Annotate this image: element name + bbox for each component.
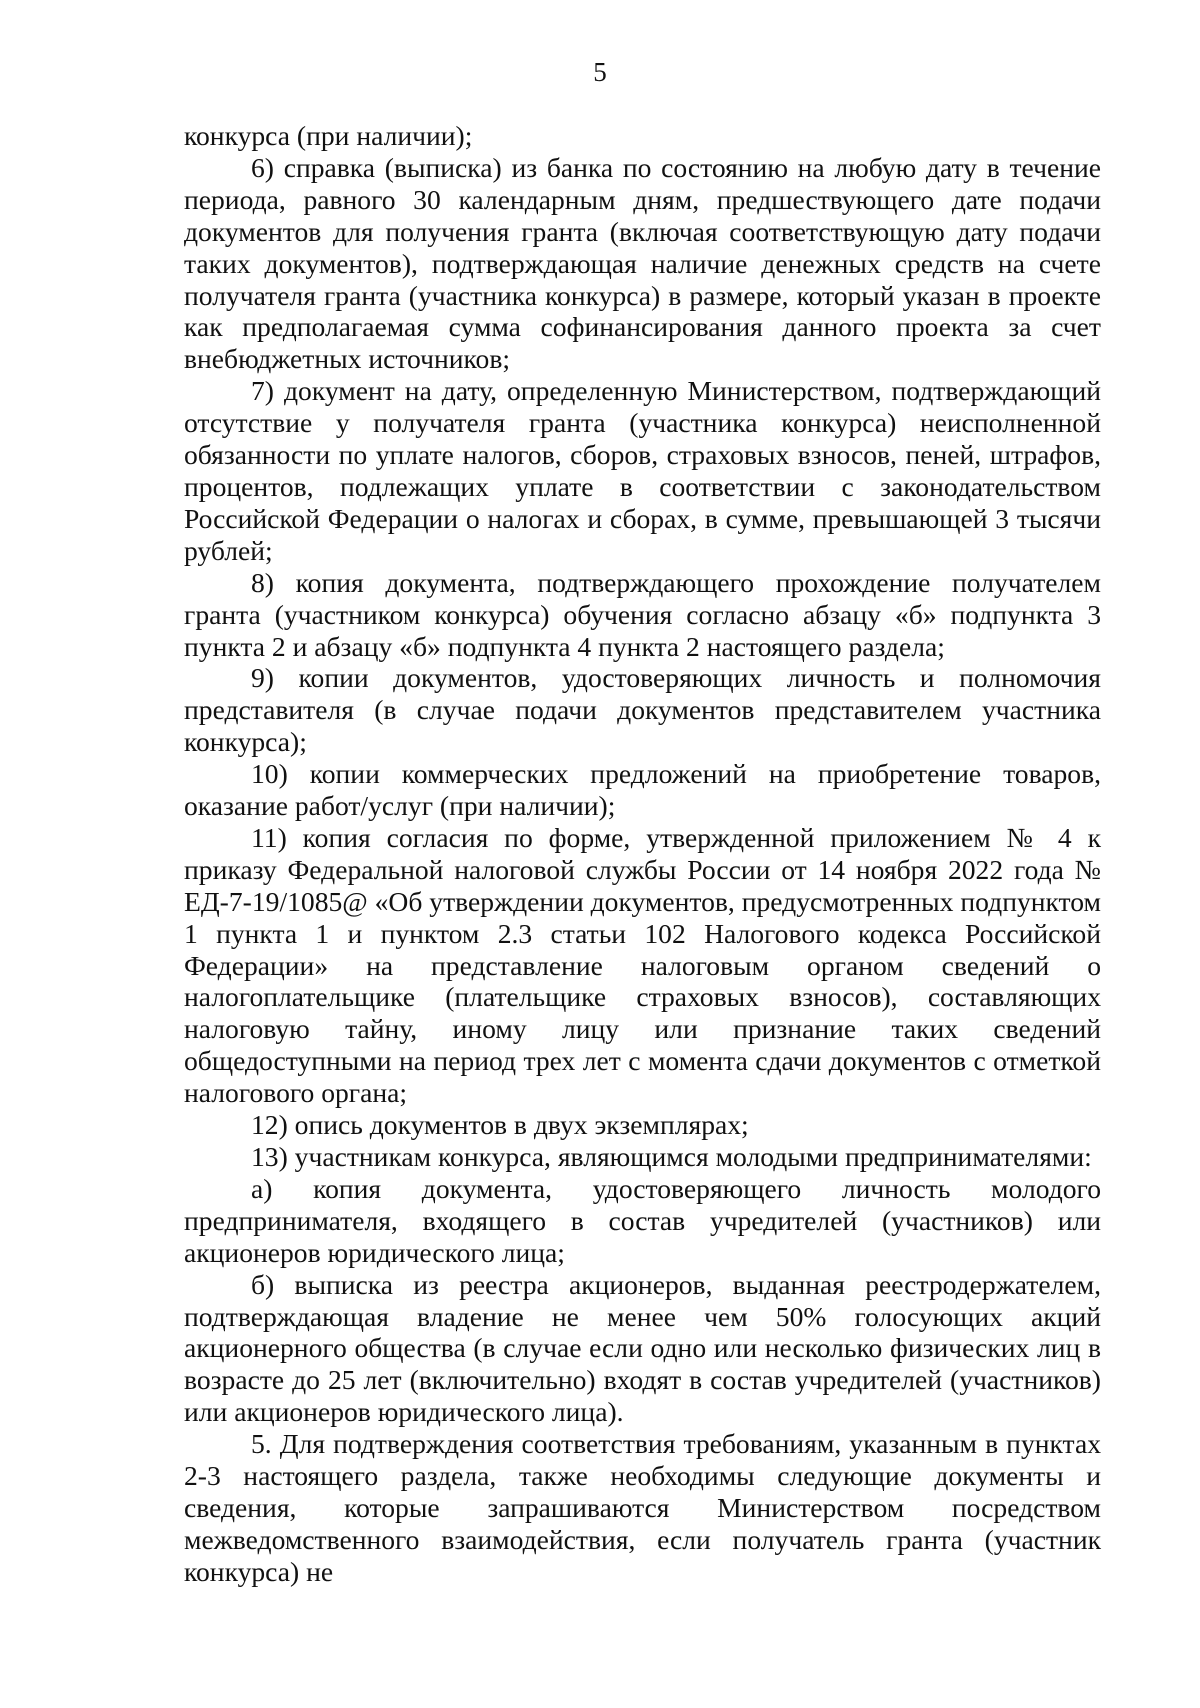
paragraph-item-13: 13) участникам конкурса, являющимся молодыми предпринимателями:: [251, 1141, 1092, 1172]
paragraph-item-6: 6) справка (выписка) из банка по состоянию на любую дату в течение периода, равного 30 календарным дням, предшествующего дате подачи документов для получения гранта (включая соответствующую дату подачи таких документов), подтверждающая наличие денежных средств на счете получателя гранта (участника конкурса) в размере, который указан в проекте как предполагаемая сумма софинансирования данного проекта за счет внебюджетных источников;: [184, 151, 1101, 375]
paragraph-item-9: 9) копии документов, удостоверяющих личность и полномочия представителя (в случае подачи документов представителем участника конкурса);: [184, 662, 1101, 758]
document-body: [184, 120, 1101, 1588]
page-number: 5: [593, 57, 607, 87]
paragraph-continuation: конкурса (при наличии);: [184, 120, 473, 151]
paragraph-item-11: 11) копия согласия по форме, утвержденной приложением № 4 к приказу Федеральной налоговой службы России от 14 ноября 2022 года № ЕД-7-19/1085@ «Об утверждении документов, предусмотренных подпунктом 1 пункта 1 и пунктом 2.3 статьи 102 Налогового кодекса Российской Федерации» на представление налоговым органом сведений о налогоплательщике (плательщике страховых взносов), составляющих налоговую тайну, иному лицу или признание таких сведений общедоступными на период трех лет с момента сдачи документов с отметкой налогового органа;: [184, 821, 1101, 1109]
paragraph-item-8: 8) копия документа, подтверждающего прохождение получателем гранта (участником конкурса) обучения согласно абзацу «б» подпункта 3 пункта 2 и абзацу «б» подпункта 4 пункта 2 настоящего раздела;: [184, 566, 1101, 662]
paragraph-item-7: 7) документ на дату, определенную Министерством, подтверждающий отсутствие у получателя гранта (участника конкурса) неисполненной обязанности по уплате налогов, сборов, страховых взносов, пеней, штрафов, процентов, подлежащих уплате в соответствии с законодательством Российской Федерации о налогах и сборах, в сумме, превышающей 3 тысячи рублей;: [184, 375, 1101, 566]
paragraph-section-5: 5. Для подтверждения соответствия требованиям, указанным в пунктах 2-3 настоящего раздела, также необходимы следующие документы и сведения, которые запрашиваются Министерством посредством межведомственного взаимодействия, если получатель гранта (участник конкурса) не: [184, 1428, 1101, 1587]
paragraph-item-10: 10) копии коммерческих предложений на приобретение товаров, оказание работ/услуг (при наличии);: [184, 758, 1101, 822]
paragraph-subitem-a: а) копия документа, удостоверяющего личность молодого предпринимателя, входящего в состав учредителей (участников) или акционеров юридического лица;: [184, 1172, 1101, 1268]
paragraph-subitem-b: б) выписка из реестра акционеров, выданная реестродержателем, подтверждающая владение не менее чем 50% голосующих акций акционерного общества (в случае если одно или несколько физических лиц в возрасте до 25 лет (включительно) входят в состав учредителей (участников) или акционеров юридического лица).: [184, 1268, 1101, 1428]
paragraph-item-12: 12) опись документов в двух экземплярах;: [251, 1109, 749, 1141]
